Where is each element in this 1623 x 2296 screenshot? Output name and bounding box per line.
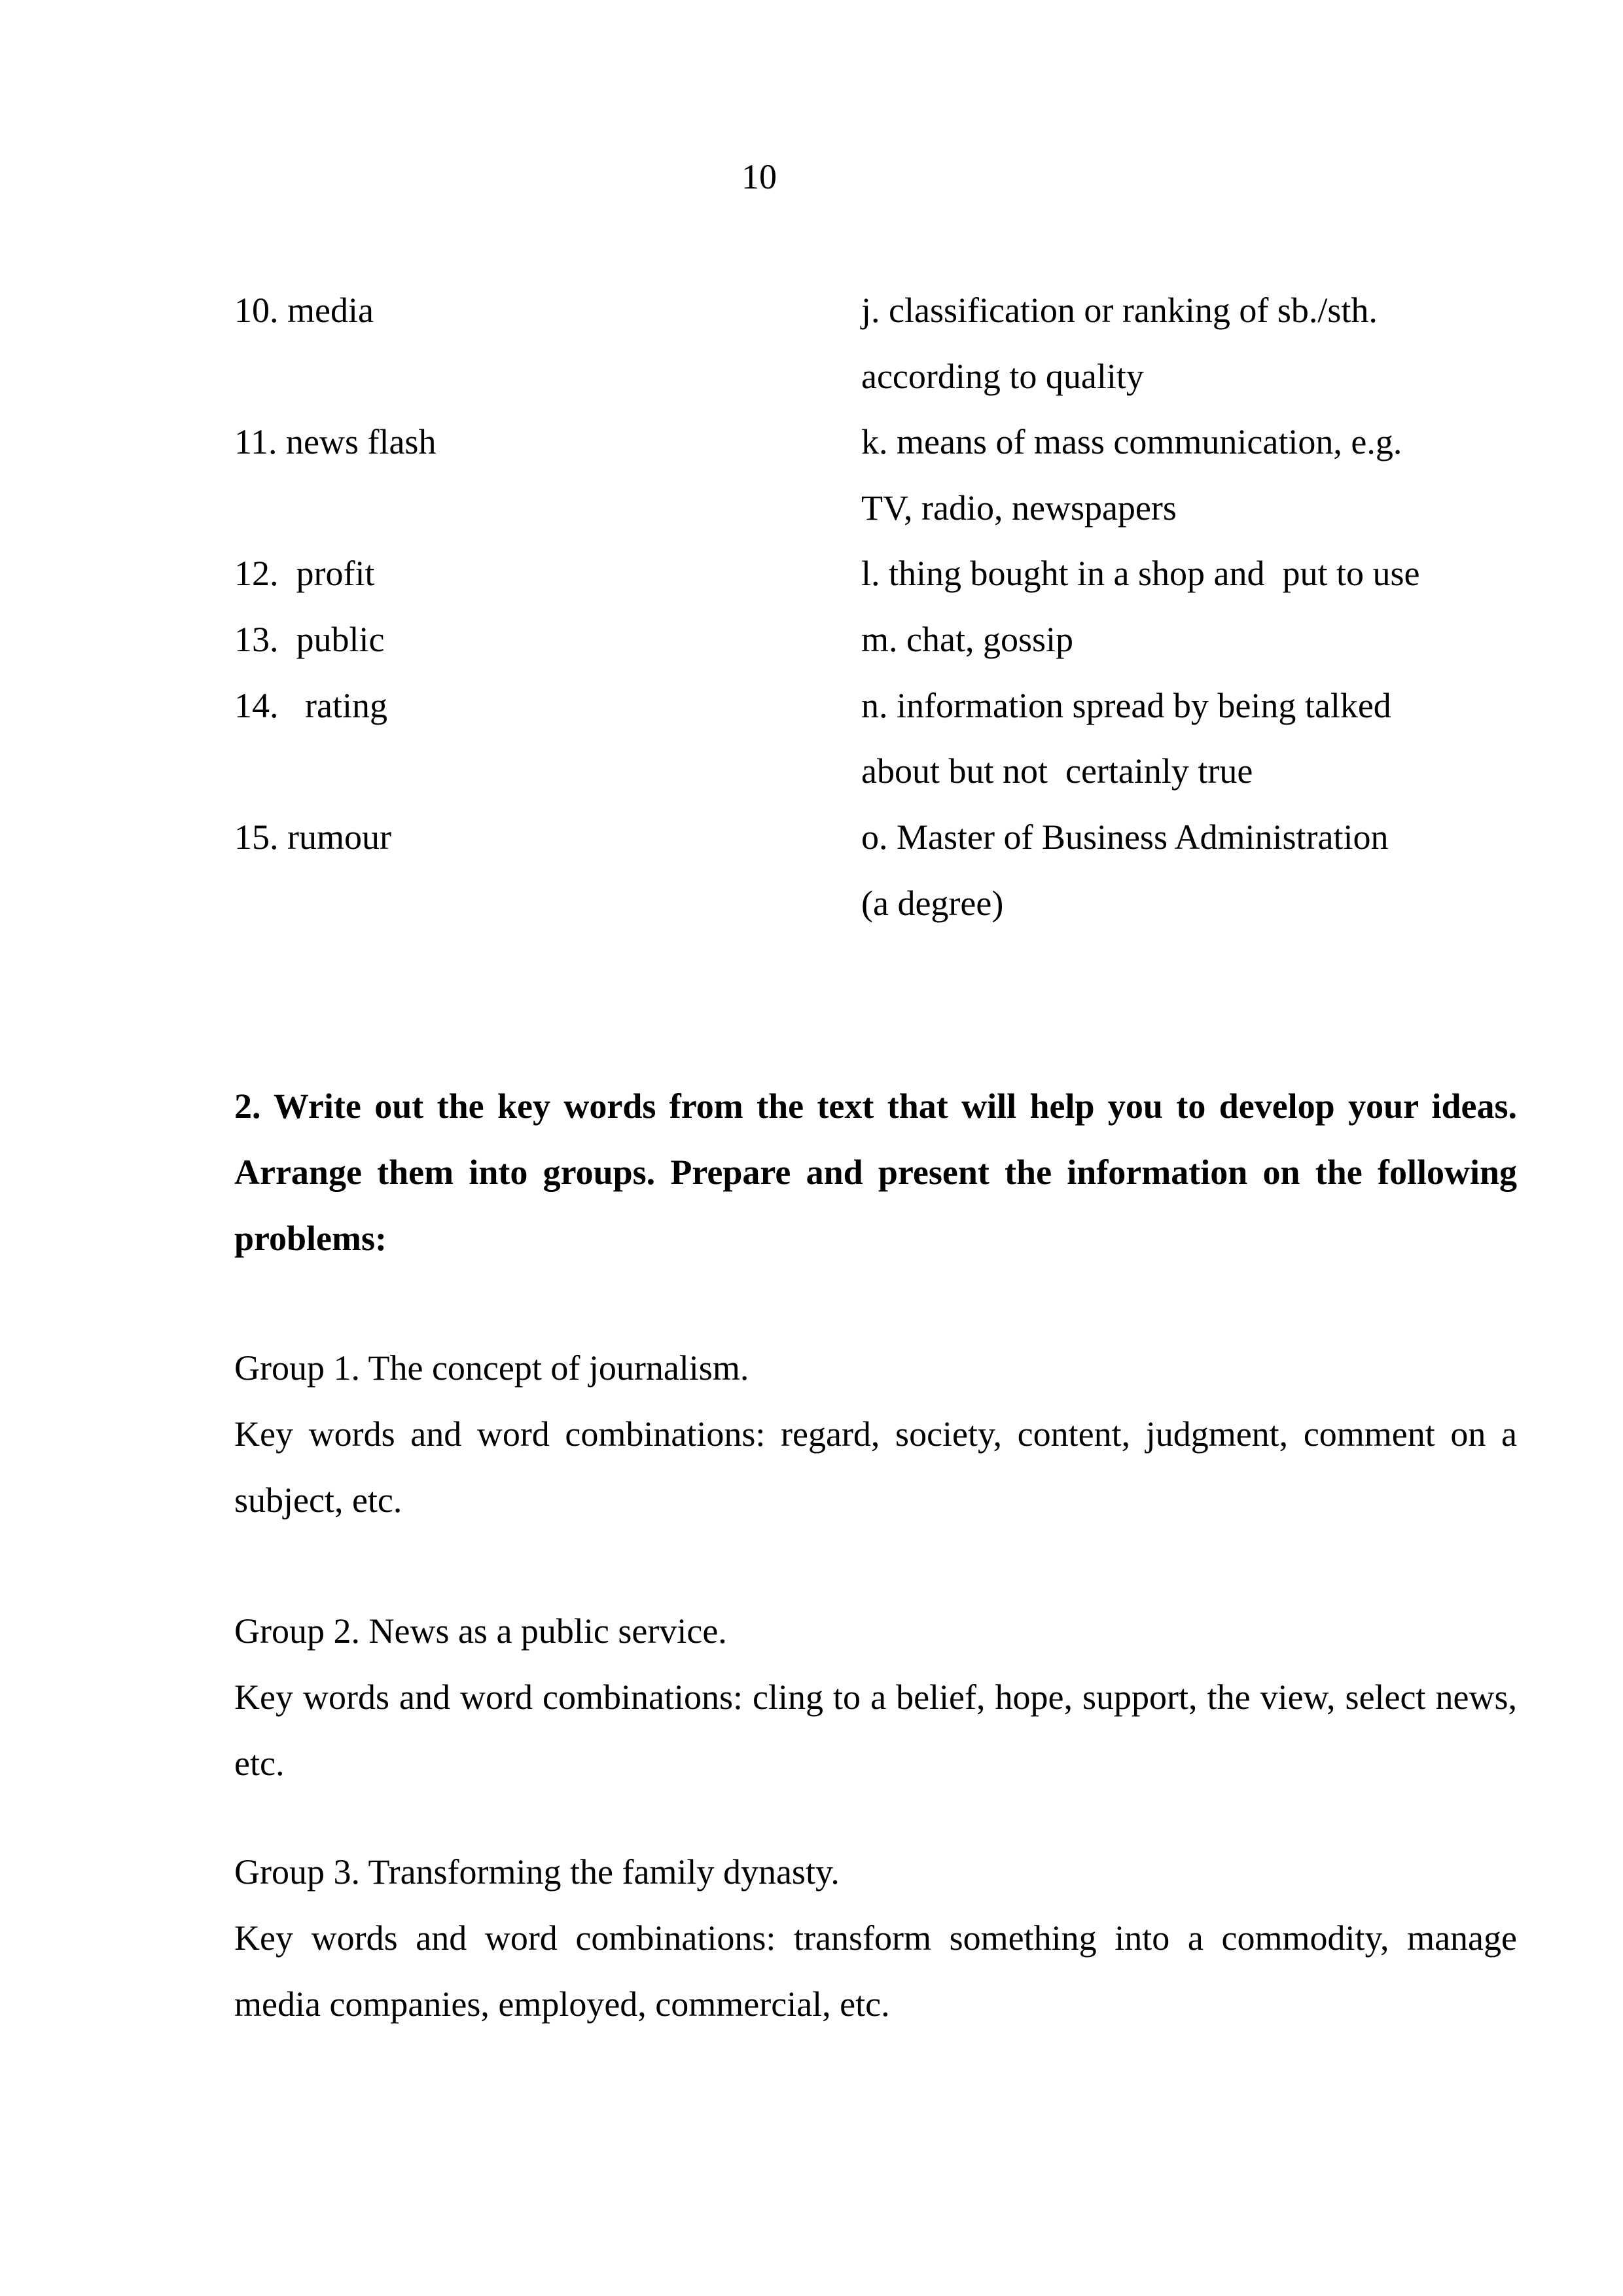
- task-heading: 2. Write out the key words from the text that will help you to develop your ideas. Arrange them into groups. Prepare and present the information on the following problems:: [234, 1086, 1517, 1258]
- definition-k-continued: TV, radio, newspapers: [861, 488, 1177, 528]
- group-2-title: Group 2. News as a public service.: [234, 1611, 727, 1651]
- definition-o: o. Master of Business Administration: [861, 817, 1389, 857]
- term-media: 10. media: [234, 291, 374, 330]
- definition-n-continued: about but not certainly true: [861, 751, 1253, 791]
- term-rating: 14. rating: [234, 686, 387, 725]
- group-3: [234, 1839, 1517, 2037]
- group-3-title: Group 3. Transforming the family dynasty.: [234, 1852, 840, 1892]
- definition-l: l. thing bought in a shop and put to use: [861, 554, 1420, 593]
- definition-m: m. chat, gossip: [861, 620, 1073, 659]
- group-1-title: Group 1. The concept of journalism.: [234, 1348, 749, 1388]
- term-profit: 12. profit: [234, 554, 375, 593]
- page-number: 10: [741, 157, 777, 196]
- group-1: [234, 1335, 1517, 1534]
- definition-n: n. information spread by being talked: [861, 686, 1391, 725]
- group-2-keywords: Key words and word combinations: cling to a belief, hope, support, the view, select news, etc.: [234, 1677, 1517, 1783]
- definition-j-continued: according to quality: [861, 357, 1144, 396]
- definition-j: j. classification or ranking of sb./sth.: [861, 291, 1378, 330]
- group-3-keywords: Key words and word combinations: transform something into a commodity, manage media companies, employed, commercial, etc.: [234, 1918, 1517, 2024]
- definition-o-continued: (a degree): [861, 884, 1004, 923]
- group-1-keywords: Key words and word combinations: regard, society, content, judgment, comment on a subject, etc.: [234, 1414, 1517, 1520]
- term-public: 13. public: [234, 620, 385, 659]
- definition-k: k. means of mass communication, e.g.: [861, 422, 1402, 461]
- term-rumour: 15. rumour: [234, 817, 391, 857]
- group-2: [234, 1598, 1517, 1797]
- term-news-flash: 11. news flash: [234, 422, 437, 461]
